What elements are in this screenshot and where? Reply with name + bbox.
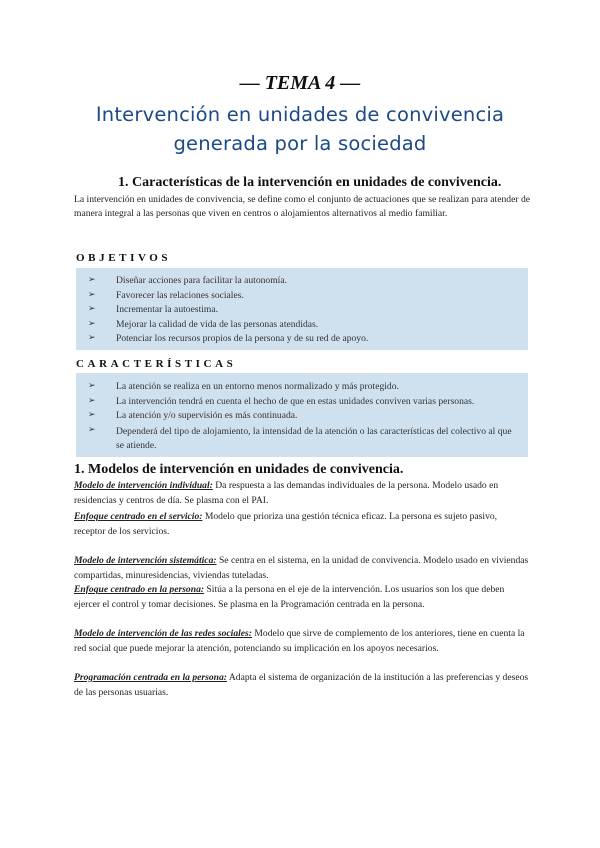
caracteristicas-label: CARACTERÍSTICAS: [76, 358, 237, 370]
model-term: Enfoque centrado en la persona:: [74, 584, 205, 595]
page-title: [60, 100, 540, 158]
section1-heading: 1. Características de la intervención en unidades de convivencia.: [118, 175, 502, 190]
model-term: Programación centrada en la persona:: [74, 672, 227, 683]
section2-heading: 1. Modelos de intervención en unidades de convivencia.: [74, 462, 404, 477]
model-term: Modelo de intervención de las redes sociales:: [74, 628, 252, 639]
model-entry: [74, 583, 530, 612]
arrow-bullet-icon: ➢: [88, 333, 96, 343]
model-entry: [74, 554, 530, 583]
objetivos-label: OBJETIVOS: [76, 252, 172, 264]
tema-heading: — TEMA 4 —: [239, 72, 361, 94]
model-term: Modelo de intervención individual:: [74, 480, 213, 491]
arrow-bullet-icon: ➢: [88, 410, 96, 420]
model-description: Adapta el sistema de organización de la institución a las preferencias y deseos de las personas usuarias.: [74, 672, 529, 698]
arrow-bullet-icon: ➢: [88, 275, 96, 285]
title-line-1: Intervención en unidades de convivencia: [95, 103, 505, 126]
model-description: Sitúa a la persona en el eje de la intervención. Los usuarios son los que deben ejercer el control y tomar decisiones. Se plasma en la Programación centrada en la persona.: [74, 584, 505, 610]
model-term: Modelo de intervención sistemática:: [74, 555, 217, 566]
model-description: Se centra en el sistema, en la unidad de convivencia. Modelo usado en viviendas compartidas, minuresidencias, viviendas tuteladas.: [74, 555, 529, 581]
model-entry: [74, 671, 530, 700]
section1-paragraph: La intervención en unidades de convivencia, se define como el conjunto de actuaciones que se realizan para atender de manera integral a las personas que viven en centros o alojamientos alternativos al medio familiar.: [74, 194, 530, 220]
model-description: Modelo que sirve de complemento de los anteriores, tiene en cuenta la red social que puede mejorar la atención, potenciando su implicación en los apoyos necesarios.: [74, 628, 525, 654]
model-entry: [74, 479, 530, 508]
objetivos-box: ➢ Diseñar acciones para facilitar la autonomía. ➢ Favorecer las relaciones sociales. ➢ Incrementar la autoestima. ➢ Mejorar la calidad de vida de las personas atendidas. ➢ Potenciar los recursos propios de la persona y de su red de apoyo.: [76, 268, 528, 350]
title-line-2: generada por la sociedad: [173, 132, 427, 155]
model-entry: [74, 510, 530, 539]
model-entry: [74, 627, 530, 656]
arrow-bullet-icon: ➢: [88, 290, 96, 300]
arrow-bullet-icon: ➢: [88, 425, 96, 435]
arrow-bullet-icon: ➢: [88, 381, 96, 391]
arrow-bullet-icon: ➢: [88, 319, 96, 329]
model-description: Da respuesta a las demandas individuales de la persona. Modelo usado en residencias y centros de día. Se plasma con el PAI.: [74, 480, 499, 506]
arrow-bullet-icon: ➢: [88, 304, 96, 314]
arrow-bullet-icon: ➢: [88, 396, 96, 406]
model-term: Enfoque centrado en el servicio:: [74, 511, 203, 522]
caracteristicas-box: ➢ La atención se realiza en un entorno menos normalizado y más protegido. ➢ La intervención tendrá en cuenta el hecho de que en estas unidades conviven varias personas. ➢ La atención y/o supervisión es más continuada. ➢ Dependerá del tipo de alojamiento, la intensidad de la atención o las características del colectivo al que se atiende.: [76, 373, 528, 457]
model-description: Modelo que prioriza una gestión técnica eficaz. La persona es sujeto pasivo, receptor de los servicios.: [74, 511, 498, 537]
